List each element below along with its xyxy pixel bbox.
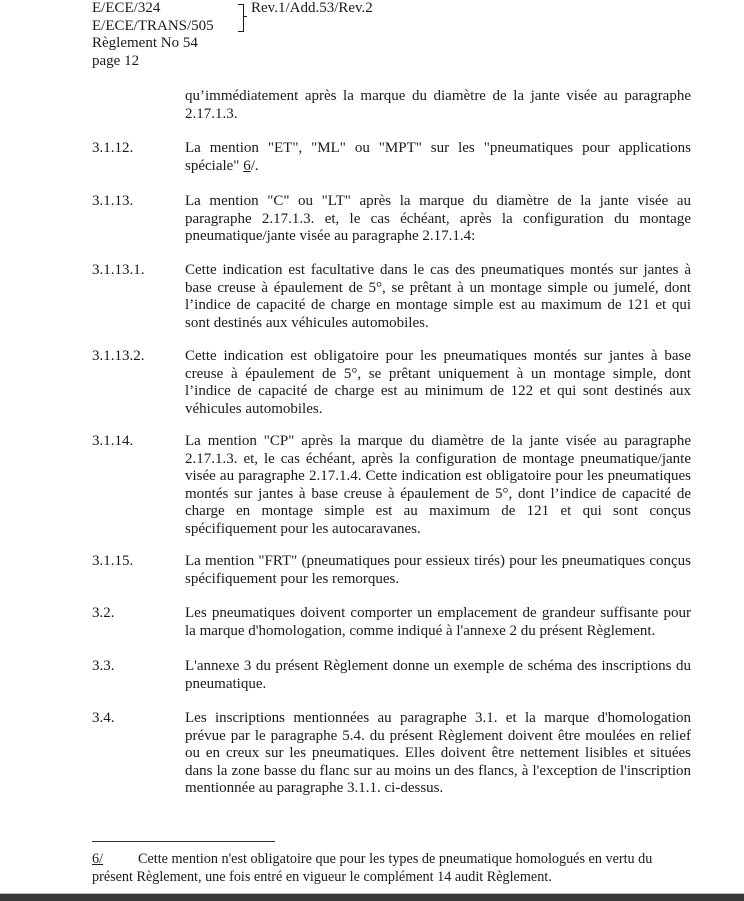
paragraph-3-1-15 [92,553,692,588]
paragraph-3-1-12 [92,140,692,175]
paragraph-text: La mention "CP" après la marque du diamètre de la jante visée au paragraphe 2.17.1.3. et, le cas échéant, après la configuration de montage pneumatique/jante visée au paragraphe 2.17.1.4. Cette indication est obligatoire pour les pneumatiques montés sur jantes à base creuse à épaulement de 5°, dont l’indice de capacité de charge en montage simple est au maximum de 121 et qui sont conçus spécifiquement pour les autocaravanes. [185,433,691,537]
paragraph-number: 3.1.13.1. [92,262,145,278]
paragraph-number: 3.1.13. [92,193,134,209]
document-symbol-1: E/ECE/324 [92,0,161,16]
paragraph-text: Les pneumatiques doivent comporter un emplacement de grandeur suffisante pour la marque d'homologation, comme indiqué à l'annexe 2 du présent Règlement. [185,605,691,639]
paragraph-text-tail: /. [250,157,259,174]
paragraph-number: 3.2. [92,605,115,621]
footnote-number: 6/ [92,851,104,867]
footnote-separator [92,841,275,842]
paragraph-text: Cette indication est obligatoire pour les pneumatiques montés sur jantes à base creuse à épaulement de 5°, se prêtant uniquement à un montage simple, dont l’indice de capacité de charge est au minimum de 122 et qui sont destinés aux véhicules automobiles. [185,348,691,417]
paragraph-3-2 [92,605,692,640]
paragraph-text: Les inscriptions mentionnées au paragraphe 3.1. et la marque d'homologation prévue par le paragraphe 5.4. du présent Règlement doivent être moulées en relief ou en creux sur les pneumatiques. Elles doivent être nettement lisibles et situées dans la zone basse du flanc sur au moins un des flancs, à l'exception de l'inscription mentionnée au paragraphe 3.1.1. ci-dessus. [185,710,691,797]
footnote [92,851,692,886]
paragraph-text: qu’immédiatement après la marque du diamètre de la jante visée au paragraphe 2.17.1.3. [185,88,691,122]
paragraph-number: 3.1.13.2. [92,348,145,364]
paragraph-number: 3.1.14. [92,433,134,449]
paragraph-3-4 [92,710,692,798]
page-header [92,0,392,70]
footnote-ref-link[interactable]: 6 [243,157,251,174]
paragraph-text [185,140,691,175]
document-symbol-2: E/ECE/TRANS/505 [92,17,214,34]
paragraph-number: 3.1.15. [92,553,134,569]
paragraph-3-1-14 [92,433,692,539]
paragraph-3-3 [92,658,692,693]
revision-label: Rev.1/Add.53/Rev.2 [251,0,373,16]
paragraph-3-1-13-1 [92,262,692,332]
footnote-text: Cette mention n'est obligatoire que pour les types de pneumatique homologués en vertu du présent Règlement, une fois entré en vigueur le complément 14 audit Règlement. [92,851,653,885]
paragraph-number: 3.3. [92,658,115,674]
brace-icon [238,4,244,32]
paragraph-text-body: La mention "ET", "ML" ou "MPT" sur les "pneumatiques pour applications spéciale" [185,140,691,174]
paragraph-text: Cette indication est facultative dans le cas des pneumatiques montés sur jantes à base creuse à épaulement de 5°, se prêtant à un montage simple ou jumelé, dont l’indice de capacité de charge en montage simple est au maximum de 121 et qui sont destinés aux véhicules automobiles. [185,262,691,331]
paragraph-text: La mention "FRT" (pneumatiques pour essieux tirés) pour les pneumatiques conçus spécifiquement pour les remorques. [185,553,691,587]
paragraph-number: 3.4. [92,710,115,726]
page-number: page 12 [92,52,140,69]
paragraph-text: L'annexe 3 du présent Règlement donne un exemple de schéma des inscriptions du pneumatique. [185,658,691,692]
paragraph-3-1-13 [92,193,692,246]
paragraph-continuation [92,88,692,123]
revision-group [178,0,373,32]
regulation-number: Règlement No 54 [92,35,198,51]
paragraph-3-1-13-2 [92,348,692,418]
paragraph-number: 3.1.12. [92,140,134,156]
paragraph-text: La mention "C" ou "LT" après la marque du diamètre de la jante visée au paragraphe 2.17.1.3. et, le cas échéant, après la configuration du montage pneumatique/jante visée au paragraphe 2.17.1.4: [185,193,691,245]
